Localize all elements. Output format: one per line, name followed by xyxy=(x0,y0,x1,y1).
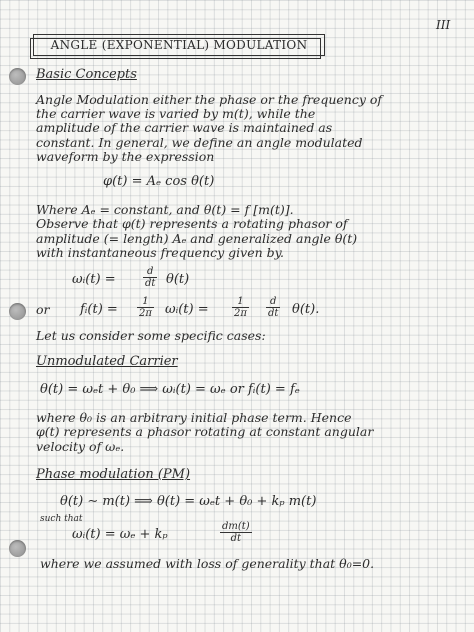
text-line: velocity of ωₑ. xyxy=(36,439,125,454)
text-line: waveform by the expression xyxy=(36,149,215,164)
fraction-numerator: d xyxy=(143,266,157,278)
such-that-label: such that xyxy=(40,514,83,524)
equation-fi-rhs: θ(t). xyxy=(292,302,320,317)
text-line: Where Aₑ = constant, and θ(t) = f [m(t)]. xyxy=(36,202,294,217)
fraction-d-dt xyxy=(143,266,157,289)
fraction-numerator: 1 xyxy=(232,296,249,308)
text-line: constant. In general, we define an angle modulated xyxy=(36,135,363,150)
equation-fi-mid: ωᵢ(t) = xyxy=(165,302,209,317)
page-number: III xyxy=(436,18,451,32)
text-line: Observe that φ(t) represents a rotating phasor of xyxy=(36,216,348,231)
equation-pm-wi-lhs: ωᵢ(t) = ωₑ + kₚ xyxy=(72,527,168,542)
equation-or: or xyxy=(36,302,50,317)
equation-wi-rhs: θ(t) xyxy=(166,272,190,287)
section-heading-pm: Phase modulation (PM) xyxy=(36,467,191,482)
text-line: where we assumed with loss of generality that θ₀=0. xyxy=(40,556,375,571)
fraction-numerator: d xyxy=(266,296,280,308)
equation-fi-lhs: fᵢ(t) = xyxy=(80,302,118,317)
text-line: the carrier wave is varied by m(t), while the xyxy=(36,106,316,121)
equation-waveform: φ(t) = Aₑ cos θ(t) xyxy=(103,174,215,189)
equation-unmodulated: θ(t) = ωₑt + θ₀ ⟹ ωᵢ(t) = ωₑ or fᵢ(t) = fₑ xyxy=(40,382,300,397)
text-line: where θ₀ is an arbitrary initial phase term. Hence xyxy=(36,410,352,425)
text-line: with instantaneous frequency given by. xyxy=(36,245,285,260)
fraction-d-dt xyxy=(266,296,280,319)
fraction-denominator: dt xyxy=(145,278,156,289)
fraction-dm-dt xyxy=(220,521,252,544)
text-line: Let us consider some specific cases: xyxy=(36,328,266,343)
equation-wi-lhs: ωᵢ(t) = xyxy=(72,272,116,287)
section-heading-unmodulated: Unmodulated Carrier xyxy=(36,354,178,369)
binder-hole xyxy=(9,540,26,557)
fraction-denominator: 2π xyxy=(139,308,152,319)
fraction-numerator: 1 xyxy=(137,296,154,308)
fraction-denominator: 2π xyxy=(234,308,247,319)
binder-hole xyxy=(9,68,26,85)
equation-pm: θ(t) ∼ m(t) ⟹ θ(t) = ωₑt + θ₀ + kₚ m(t) xyxy=(60,494,317,509)
text-line: amplitude of the carrier wave is maintained as xyxy=(36,120,333,135)
fraction-numerator: dm(t) xyxy=(222,521,250,532)
binder-hole xyxy=(9,303,26,320)
fraction-denominator: dt xyxy=(268,308,279,319)
fraction-1-2pi xyxy=(137,296,154,319)
fraction-1-2pi xyxy=(232,296,249,319)
page-title: ANGLE (EXPONENTIAL) MODULATION xyxy=(33,34,325,56)
text-line: amplitude (= length) Aₑ and generalized angle θ(t) xyxy=(36,231,358,246)
text-line: φ(t) represents a phasor rotating at constant angular xyxy=(36,424,374,439)
text-line: Angle Modulation either the phase or the frequency of xyxy=(36,92,383,107)
fraction-denominator: dt xyxy=(230,533,242,544)
section-heading-basic: Basic Concepts xyxy=(36,67,137,82)
